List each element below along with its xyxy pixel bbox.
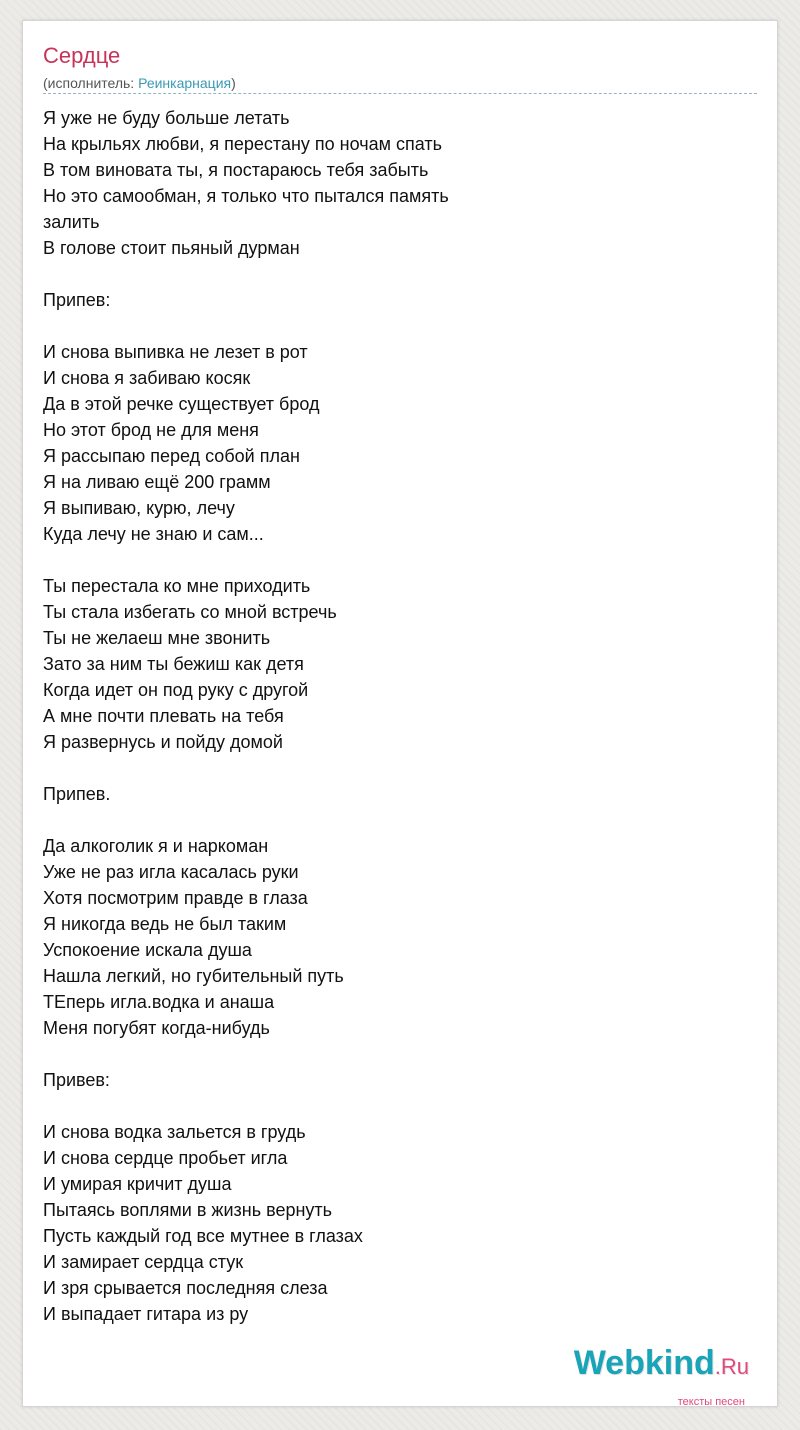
lyric-line: И замирает сердца стук [43,1252,244,1272]
lyric-line: Я выпиваю, курю, лечу [43,498,235,518]
dashed-divider [43,93,757,94]
lyric-line: В голове стоит пьяный дурман [43,238,300,258]
lyric-line: Успокоение искала душа [43,940,252,960]
lyrics-card [22,20,778,1407]
lyric-line: ТЕперь игла.водка и анаша [43,992,275,1012]
lyric-line: И зря срывается последняя слеза [43,1278,328,1298]
lyric-line: Я рассыпаю перед собой план [43,446,300,466]
stanza-gap [43,261,463,287]
lyric-line: И снова сердце пробьет игла [43,1148,288,1168]
logo-tagline: тексты песен [677,1396,745,1408]
artist-link[interactable]: Реинкарнация [138,75,232,91]
stanza-gap [43,313,463,339]
lyric-line: Я на ливаю ещё 200 грамм [43,472,271,492]
logo-name: Webkind [573,1344,715,1382]
artist-byline [43,74,236,92]
byline-prefix: (исполнитель: [43,75,139,91]
logo-wordmark [574,1346,749,1384]
stanza-gap [43,1041,463,1067]
site-logo[interactable] [574,1346,749,1384]
lyric-line: И умирая кричит душа [43,1174,232,1194]
lyric-line: Пытаясь воплями в жизнь вернуть [43,1200,333,1220]
lyric-line: Зато за ним ты бежиш как детя [43,654,304,674]
lyric-line: В том виновата ты, я постараюсь тебя забыть [43,160,429,180]
byline-suffix: ) [231,75,236,91]
lyric-line: И выпадает гитара из ру [43,1304,249,1324]
lyric-line: Куда лечу не знаю и сам... [43,524,264,544]
lyric-line: Хотя посмотрим правде в глаза [43,888,308,908]
stanza-gap [43,755,463,781]
lyric-line: Припев. [43,784,111,804]
logo-tld: .Ru [714,1354,749,1379]
stanza-gap [43,547,463,573]
lyric-line: На крыльях любви, я перестану по ночам спать [43,134,442,154]
lyric-line: Но это самообман, я только что пытался память залить [43,186,449,232]
lyric-line: Но этот брод не для меня [43,420,259,440]
lyric-line: Когда идет он под руку с другой [43,680,309,700]
stanza-gap [43,807,463,833]
lyric-line: Пусть каждый год все мутнее в глазах [43,1226,363,1246]
lyrics-text [43,105,463,1327]
stanza-gap [43,1093,463,1119]
lyric-line: Я развернусь и пойду домой [43,732,283,752]
lyric-line: Уже не раз игла касалась руки [43,862,299,882]
lyric-line: Да в этой речке существует брод [43,394,320,414]
lyric-line: И снова выпивка не лезет в рот [43,342,308,362]
song-title: Сердце [43,43,121,68]
lyric-line: Ты стала избегать со мной встречь [43,602,337,622]
lyric-line: И снова я забиваю косяк [43,368,251,388]
lyric-line: Я уже не буду больше летать [43,108,290,128]
lyric-line: А мне почти плевать на тебя [43,706,284,726]
lyric-line: Припев: [43,290,111,310]
lyric-line: Привев: [43,1070,110,1090]
lyric-line: Ты не желаеш мне звонить [43,628,271,648]
lyric-line: Да алкоголик я и наркоман [43,836,269,856]
lyric-line: Я никогда ведь не был таким [43,914,287,934]
lyric-line: Ты перестала ко мне приходить [43,576,311,596]
lyric-line: Нашла легкий, но губительный путь [43,966,344,986]
lyric-line: Меня погубят когда-нибудь [43,1018,270,1038]
lyric-line: И снова водка зальется в грудь [43,1122,306,1142]
